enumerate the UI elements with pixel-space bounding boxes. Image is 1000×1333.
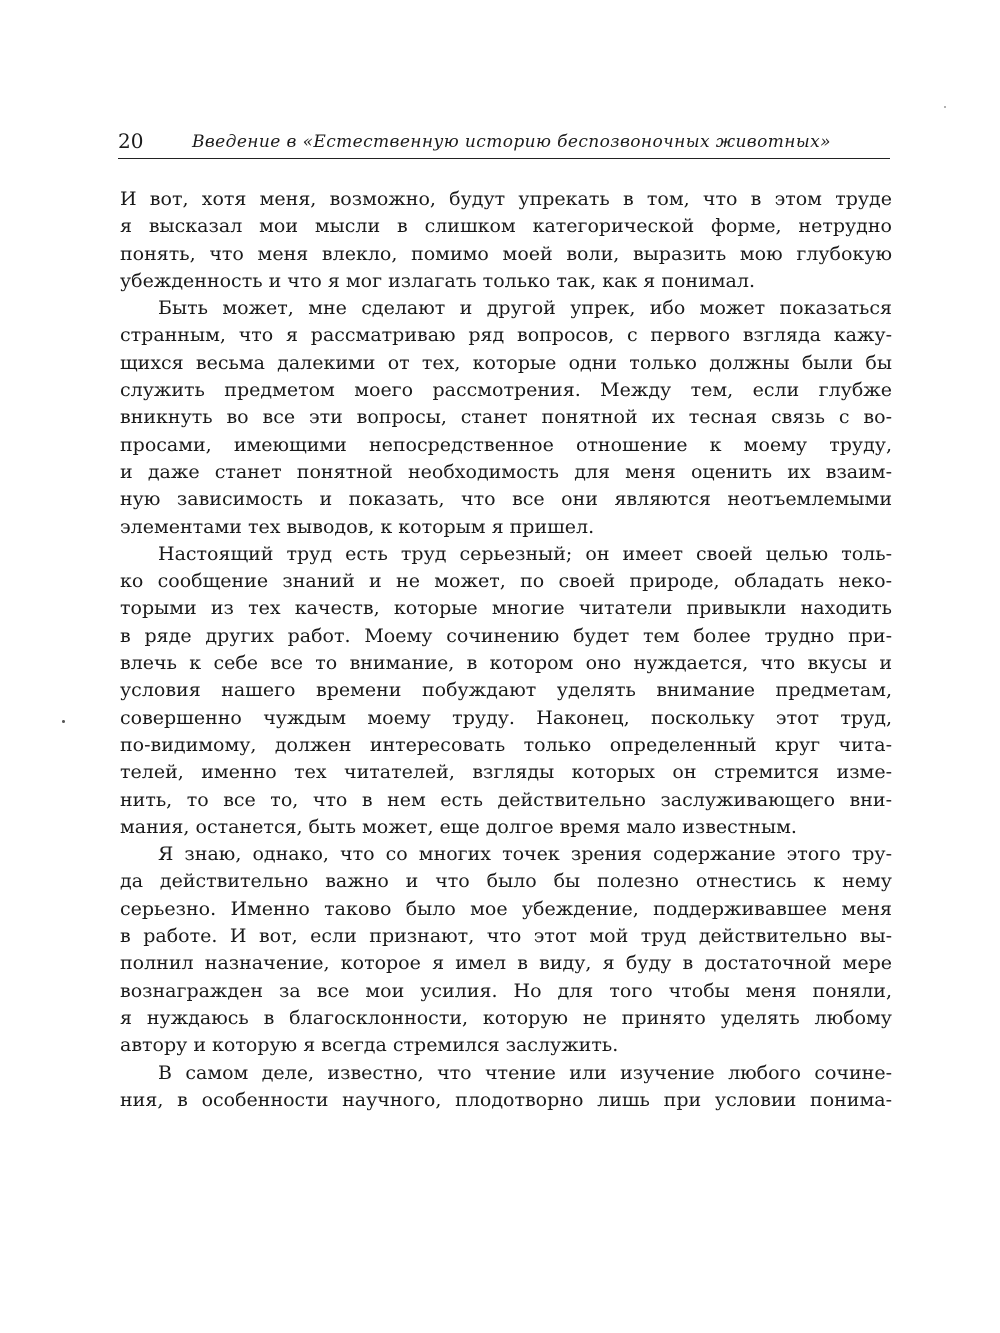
scan-speck: [944, 106, 946, 108]
text-line: просами, имеющими непосредственное отношение к моему труду,: [120, 433, 892, 456]
text-line: И вот, хотя меня, возможно, будут упрекать в том, что в этом труде: [120, 188, 892, 210]
text-line: и даже станет понятной необходимость для меня оценить их взаим-: [120, 460, 892, 483]
text-line: полнил назначение, которое я имел в виду, я буду в достаточной мере: [120, 952, 892, 975]
text-line: вознагражден за все мои усилия. Но для того чтобы меня поняли,: [120, 979, 892, 1002]
text-line: совершенно чуждым моему труду. Наконец, поскольку этот труд,: [120, 706, 892, 729]
running-title: Введение в «Естественную историю беспозвоночных животных»: [192, 132, 831, 152]
text-line: влечь к себе все то внимание, в котором оно нуждается, что вкусы и: [120, 652, 892, 675]
text-line: щихся весьма далекими от тех, которые одни только должны были бы: [120, 351, 892, 374]
text-line: ния, в особенности научного, плодотворно лишь при условии понима-: [120, 1088, 892, 1111]
text-line: понять, что меня влекло, помимо моей воли, выразить мою глубокую: [120, 242, 892, 265]
scan-speck: [62, 720, 65, 723]
body-text: [120, 186, 892, 1114]
text-line: ную зависимость и показать, что все они являются неотъемлемыми: [120, 488, 892, 511]
text-line: телей, именно тех читателей, взгляды которых он стремится изме-: [120, 761, 892, 784]
text-line: вникнуть во все эти вопросы, станет понятной их тесная связь с во-: [120, 406, 892, 429]
paragraph-1: [120, 186, 892, 295]
text-line: да действительно важно и что было бы полезно отнестись к нему: [120, 870, 892, 893]
text-line: торыми из тех качеств, которые многие читатели привыкли находить: [120, 597, 892, 620]
text-line: условия нашего времени побуждают уделять внимание предметам,: [120, 679, 892, 702]
paragraph-3: [120, 541, 892, 841]
paragraph-4: [120, 841, 892, 1059]
text-line: я высказал мои мысли в слишком категорической форме, нетрудно: [120, 215, 892, 238]
text-line: служить предметом моего рассмотрения. Между тем, если глубже: [120, 379, 892, 402]
text-line: ко сообщение знаний и не может, по своей природе, обладать неко-: [120, 570, 892, 593]
text-line: в ряде других работ. Моему сочинению будет тем более трудно при-: [120, 624, 892, 647]
page-number: 20: [118, 129, 144, 153]
text-line: серьезно. Именно таково было мое убеждение, поддерживавшее меня: [120, 897, 892, 920]
text-line: в работе. И вот, если признают, что этот мой труд действительно вы-: [120, 925, 892, 948]
text-line: В самом деле, известно, что чтение или изучение любого сочине-: [158, 1061, 892, 1084]
text-line: Я знаю, однако, что со многих точек зрения содержание этого тру-: [158, 843, 892, 866]
text-line: нить, то все то, что в нем есть действительно заслуживающего вни-: [120, 788, 892, 811]
text-line: я нуждаюсь в благосклонности, которую не принято уделять любому: [120, 1006, 892, 1029]
text-line: мания, останется, быть может, еще долгое время мало известным.: [120, 815, 797, 838]
text-line: убежденность и что я мог излагать только так, как я понимал.: [120, 269, 755, 292]
text-line: автору и которую я всегда стремился заслужить.: [120, 1034, 619, 1057]
paragraph-2: [120, 295, 892, 541]
header-rule: [118, 158, 890, 159]
page-header: [118, 128, 890, 158]
text-line: Настоящий труд есть труд серьезный; он имеет своей целью толь-: [158, 542, 892, 565]
text-line: по-видимому, должен интересовать только определенный круг чита-: [120, 733, 892, 756]
text-line: элементами тех выводов, к которым я пришел.: [120, 515, 595, 538]
text-line: странным, что я рассматриваю ряд вопросов, с первого взгляда кажу-: [120, 324, 892, 347]
text-line: Быть может, мне сделают и другой упрек, ибо может показаться: [158, 297, 892, 320]
paragraph-5: [120, 1060, 892, 1115]
